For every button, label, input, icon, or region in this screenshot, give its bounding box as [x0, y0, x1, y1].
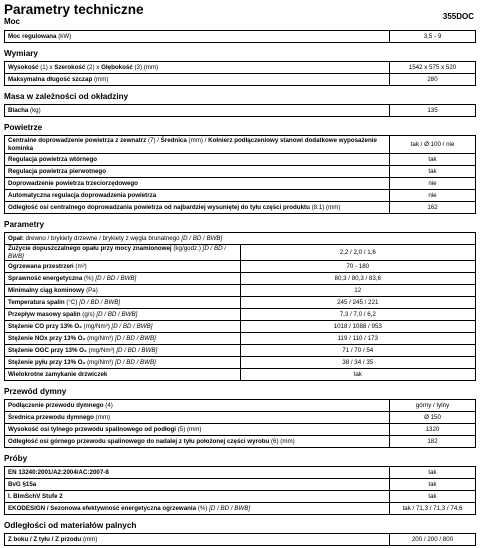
section-title: Parametry [4, 220, 45, 229]
spec-row [5, 105, 476, 117]
spec-label: Odległość osi górnego przewodu spalinowego do nadalej z tyłu położonej części wyrobu (6) (mm) [5, 436, 390, 448]
spec-label: Odległość osi centralnego doprowadzania powietrza od najbardziej wysuniętej do tyłu części produktu (8.1) (mm) [5, 202, 390, 214]
spec-value: tak / Ø 100 / nie [390, 136, 476, 154]
page-subtitle: Moc [4, 17, 20, 26]
spec-label: Temperatura spalin (°C) [D / BD / BWB] [5, 297, 241, 309]
spec-label: Doprowadzenie powietrza trzeciorzędowego [5, 178, 390, 190]
spec-table [4, 232, 476, 381]
spec-row [5, 369, 476, 381]
section-title: Przewód dymny [4, 387, 67, 396]
spec-label: Z boku / Z tyłu / Z przodu (mm) [5, 534, 390, 546]
spec-label: Moc regulowana (kW) [5, 31, 390, 43]
spec-row [5, 436, 476, 448]
spec-value: tak [390, 467, 476, 479]
spec-row [5, 285, 476, 297]
spec-row [5, 62, 476, 74]
section-title: Masa w zależności od okładziny [4, 92, 129, 101]
spec-row [5, 74, 476, 86]
spec-value: 245 / 245 / 221 [240, 297, 476, 309]
spec-sections [4, 30, 476, 546]
spec-row [5, 154, 476, 166]
spec-label: Regulacja powietrza pierwotnego [5, 166, 390, 178]
spec-row [5, 400, 476, 412]
section-title: Wymiary [4, 49, 38, 58]
spec-label: Wysokość (1) x Szerokość (2) x Głębokość (3) (mm) [5, 62, 390, 74]
spec-value: 182 [390, 436, 476, 448]
spec-value: 1542 x 575 x 520 [390, 62, 476, 74]
spec-row [5, 534, 476, 546]
spec-label: I. BImSchV Stufe 2 [5, 491, 390, 503]
spec-label: BvG §15a [5, 479, 390, 491]
spec-value: górny / tylny [390, 400, 476, 412]
spec-value: 280 [390, 74, 476, 86]
spec-row [5, 297, 476, 309]
product-code: 355DOC [442, 12, 474, 21]
spec-row [5, 190, 476, 202]
spec-value: tak [390, 154, 476, 166]
spec-row [5, 479, 476, 491]
spec-value: 135 [390, 105, 476, 117]
spec-row [5, 491, 476, 503]
spec-label: Blacha (kg) [5, 105, 390, 117]
spec-label: Regulacja powietrza wtórnego [5, 154, 390, 166]
spec-table [4, 104, 476, 117]
spec-table [4, 533, 476, 546]
spec-label: Opał: drewno / brykiety drzewne / brykiety z węgla brunatnego [D / BD / BWB] [5, 233, 476, 245]
spec-label: Stężenie pyłu przy 13% O₂ (mg/Nm³) [D / BD / BWB] [5, 357, 241, 369]
spec-row [5, 261, 476, 273]
page-title: Parametry techniczne [4, 2, 144, 17]
spec-value: tak [240, 369, 476, 381]
spec-label: EKODESIGN / Sezonowa efektywność energetyczna ogrzewania (%) [D / BD / BWB] [5, 503, 390, 515]
spec-value: 80,3 / 80,3 / 83,6 [240, 273, 476, 285]
spec-value: 12 [240, 285, 476, 297]
spec-table [4, 135, 476, 214]
spec-row [5, 166, 476, 178]
spec-row [5, 321, 476, 333]
spec-label: Stężenie OGC przy 13% O₂ (mg/Nm³) [D / BD / BWB] [5, 345, 241, 357]
spec-row [5, 309, 476, 321]
spec-value: 200 / 200 / 800 [390, 534, 476, 546]
spec-table [4, 30, 476, 43]
spec-row [5, 345, 476, 357]
section-title: Próby [4, 454, 28, 463]
spec-row [5, 202, 476, 214]
spec-row [5, 412, 476, 424]
spec-row [5, 31, 476, 43]
spec-value: tak [390, 166, 476, 178]
spec-value: 3,5 - 9 [390, 31, 476, 43]
spec-value: 70 - 180 [240, 261, 476, 273]
spec-row [5, 333, 476, 345]
spec-value: Ø 150 [390, 412, 476, 424]
spec-label: Wysokość osi tylnego przewodu spalinowego od podłogi (5) (mm) [5, 424, 390, 436]
spec-label: Minimalny ciąg kominowy (Pa) [5, 285, 241, 297]
spec-value: 1018 / 1088 / 953 [240, 321, 476, 333]
spec-row [5, 233, 476, 245]
spec-label: Średnica przewodu dymnego (mm) [5, 412, 390, 424]
spec-label: Ogrzewana przestrzeń (m³) [5, 261, 241, 273]
spec-value: 38 / 34 / 35 [240, 357, 476, 369]
spec-row [5, 503, 476, 515]
spec-label: Automatyczna regulacja doprowadzenia powietrza [5, 190, 390, 202]
spec-value: 71 / 70 / 54 [240, 345, 476, 357]
spec-row [5, 245, 476, 261]
spec-label: Zużycie dopuszczalnego opału przy mocy znamionowej (kg/godz.) [D / BD / BWB] [5, 245, 241, 261]
spec-row [5, 424, 476, 436]
spec-table [4, 466, 476, 515]
spec-row [5, 467, 476, 479]
section-title: Powietrze [4, 123, 43, 132]
spec-label: Maksymalna długość szczap (mm) [5, 74, 390, 86]
spec-value: nie [390, 190, 476, 202]
spec-value: tak [390, 479, 476, 491]
spec-label: Stężenie CO przy 13% O₂ (mg/Nm³) [D / BD / BWB] [5, 321, 241, 333]
spec-label: EN 13240:2001/A2:2004/AC:2007-8 [5, 467, 390, 479]
spec-label: Podłączenie przewodu dymnego (4) [5, 400, 390, 412]
spec-value: 119 / 110 / 173 [240, 333, 476, 345]
spec-value: nie [390, 178, 476, 190]
spec-value: tak [390, 491, 476, 503]
spec-value: 162 [390, 202, 476, 214]
spec-row [5, 357, 476, 369]
spec-label: Sprawność energetyczna (%) [D / BD / BWB] [5, 273, 241, 285]
spec-label: Wielokrotne zamykanie drzwiczek [5, 369, 241, 381]
section-title: Odległości od materiałów palnych [4, 521, 137, 530]
spec-row [5, 178, 476, 190]
spec-value: 2,2 / 2,0 / 1,6 [240, 245, 476, 261]
spec-value: 7,3 / 7,0 / 6,2 [240, 309, 476, 321]
spec-row [5, 273, 476, 285]
spec-value: 1320 [390, 424, 476, 436]
spec-label: Stężenie NOx przy 13% O₂ (mg/Nm³) [D / BD / BWB] [5, 333, 241, 345]
spec-label: Przepływ masowy spalin (g/s) [D / BD / BWB] [5, 309, 241, 321]
spec-row [5, 136, 476, 154]
spec-value: tak / 71,3 / 71,3 / 74,6 [390, 503, 476, 515]
spec-table [4, 399, 476, 448]
spec-label: Centralne doprowadzenie powietrza z zewnatrz (7) / Średnica (mm) / Kołnierz podłączeniowy stanowi dodatkowe wyposażenie kominka [5, 136, 390, 154]
spec-table [4, 61, 476, 86]
